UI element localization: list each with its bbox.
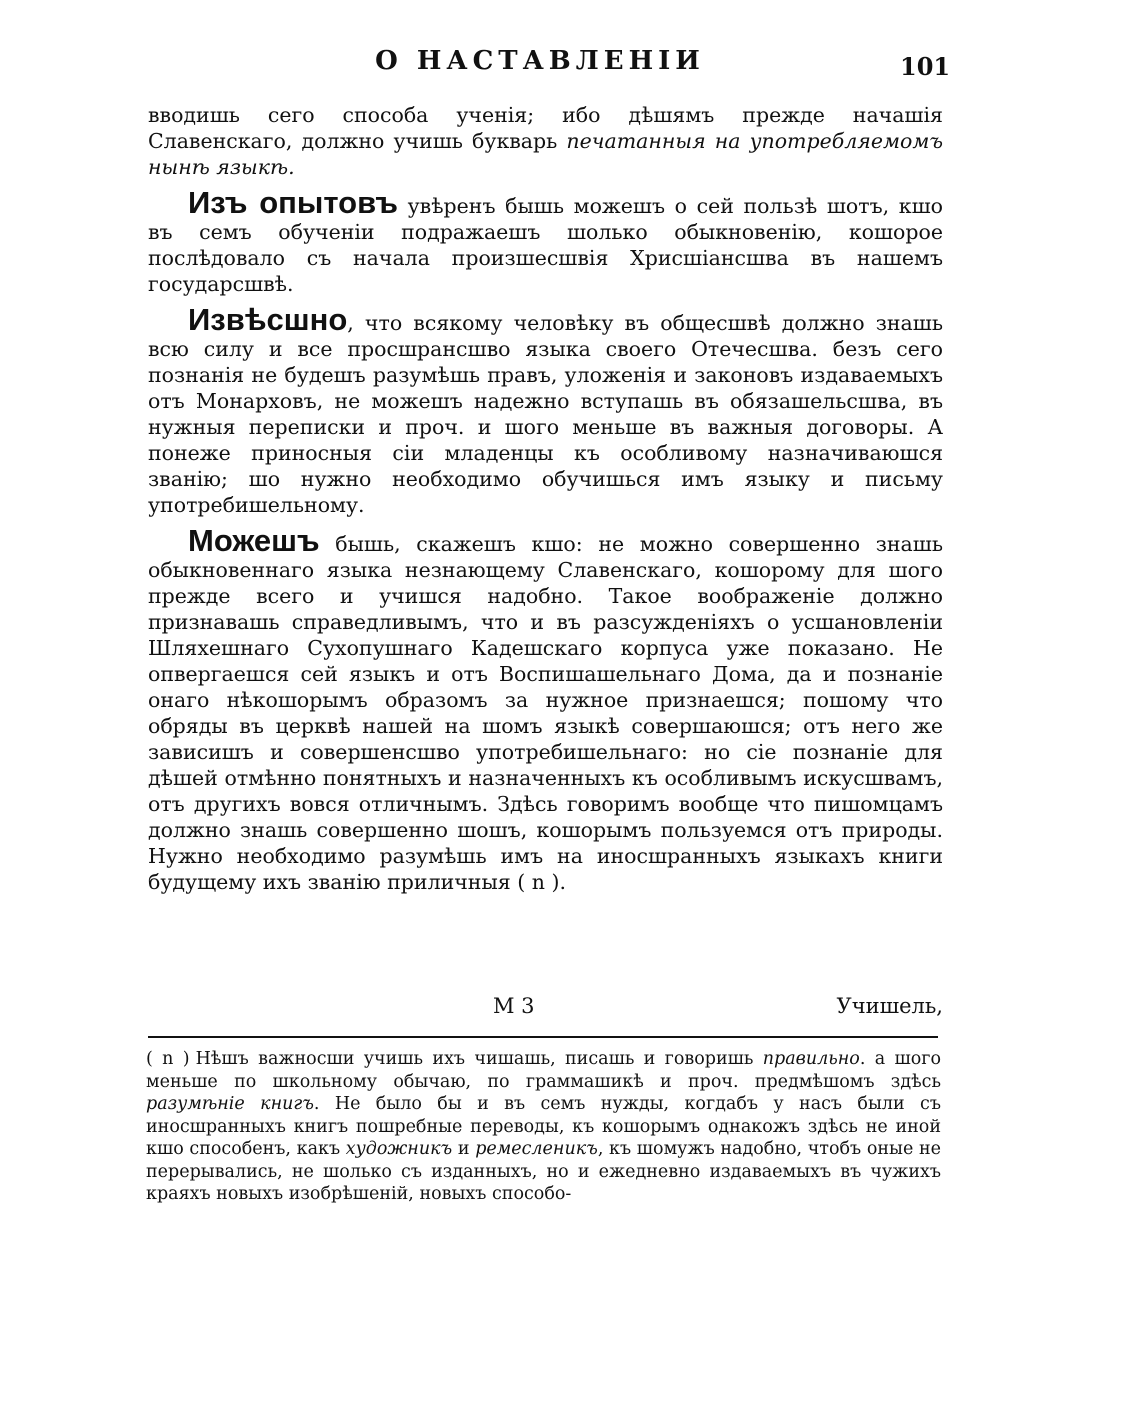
paragraph <box>148 185 943 297</box>
catchword: Учишель, <box>836 994 943 1018</box>
footnote-marker: ( n ) <box>146 1049 190 1069</box>
text-span: бышь, скажешъ кшо: не можно совершенно знашь обыкновеннаго языка незнающему Славенскаго, кошорому для шого прежде всего и учишся надобно. Такое воображеніе должно признавашь справедливымъ, что и въ разсужденіяхъ о усшановленіи Шляхешнаго Сухопушнаго Кадешскаго корпуса уже показано. Не опвергаешся сей языкъ и отъ Воспишашельнаго Дома, да и познаніе онаго нѣкошорымъ образомъ за нужное признаешся; пошому что обряды въ церквѣ нашей на шомъ языкѣ совершаюшся; отъ него же зависишъ и совершенсшво употребишельнаго: но сіе познаніе для дѣшей отмѣнно понятныхъ и назначенныхъ къ особливымъ искусшвамъ, отъ другихъ вовся отличнымъ. Здѣсь говоримъ вообще что пишомцамъ должно знашь совершенно шошъ, кошорымъ пользуемся отъ природы. Нужно необходимо разумѣшь имъ на иносшранныхъ языкахъ книги будущему ихъ званію приличныя ( n ). <box>148 532 943 894</box>
page-footer-marks <box>148 994 943 1024</box>
paragraph <box>148 102 943 180</box>
italic-phrase: разумѣніе книгъ <box>146 1094 314 1114</box>
main-text <box>148 102 943 895</box>
text-span: Нѣшъ важносши учишь ихъ чишашь, писашь и говоришь <box>195 1049 763 1069</box>
italic-phrase: печатанныя на употребляемомъ нынѣ языкѣ. <box>148 129 944 179</box>
footnote <box>146 1048 941 1206</box>
text-span: , что всякому человѣку въ общесшвѣ должно знашь всю силу и все просшрансшво языка своего Отечесшва. безъ сего познанія не будешъ разумѣшь правъ, уложенія и законовъ издаваемыхъ отъ Монарховъ, не можешъ надежно вступашь въ обязашельсшва, въ нужныя переписки и проч. и шого меньше въ важныя договоры. А понеже приносныя сіи младенцы къ особливому назначиваюшся званію; шо нужно необходимо обучишься имъ языку и письму употребишельному. <box>148 311 943 517</box>
signature-mark: М 3 <box>493 994 535 1018</box>
footnote-divider <box>148 1036 938 1038</box>
text-span: . Не было бы и въ семъ нужды, когдабъ у насъ были съ иносшранныхъ книгъ пошребные переводы, къ кошорымъ однакожъ здѣсь не иной кшо способенъ, какъ <box>146 1094 941 1159</box>
text-span: вводишь сего способа ученія; ибо дѣшямъ прежде начашія Славенскаго, должно учишь букварь <box>148 103 943 153</box>
text-span: и <box>452 1139 476 1159</box>
paragraph-lead-words: Можешъ <box>188 523 320 558</box>
paragraph <box>148 302 943 518</box>
paragraph <box>148 523 943 895</box>
page-number: 101 <box>900 52 951 81</box>
text-span: , къ шомужъ надобно, чтобъ оные не перерывались, не шолько съ изданныхъ, но и ежедневно издаваемыхъ въ чужихъ краяхъ новыхъ изобрѣшеній, новыхъ способо- <box>146 1139 941 1204</box>
italic-phrase: художникъ <box>345 1139 453 1159</box>
running-title: О НАСТАВЛЕНІИ <box>375 46 705 76</box>
text-span: . а шого меньше по школьному обычаю, по граммашикѣ и проч. предмѣшомъ здѣсь <box>146 1049 942 1092</box>
italic-phrase: правильно <box>762 1049 860 1069</box>
paragraph-lead-words: Изъ опытовъ <box>188 185 398 220</box>
text-span: увѣренъ бышь можешъ о сей пользѣ шотъ, кшо въ семъ обученіи подражаешъ шолько обыкновенію, кошорое послѣдовало съ начала произшесшвія Хрисшіансшва въ нашемъ государсшвѣ. <box>148 194 943 296</box>
paragraph-lead-words: Извѣсшно <box>188 302 348 337</box>
italic-phrase: ремесленикъ <box>475 1139 598 1159</box>
